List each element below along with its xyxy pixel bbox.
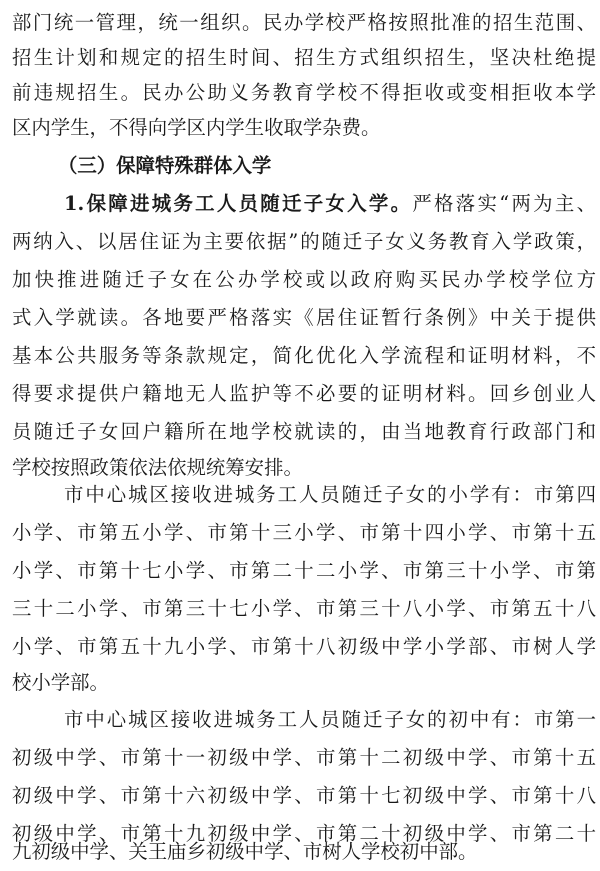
section-heading: （三）保障特殊群体入学: [58, 154, 272, 177]
para4-line-1: 市中心城区接收进城务工人员随迁子女的初中有：市第一: [64, 708, 596, 731]
para2-line-5: 基本公共服务等条款规定，简化优化入学流程和证明材料，不: [12, 344, 596, 367]
para1-line-3: 前违规招生。民办公助义务教育学校不得拒收或变相拒收本学: [12, 81, 596, 104]
para4-line-2: 初级中学、市第十一初级中学、市第十二初级中学、市第十五: [12, 746, 596, 769]
para4-line-3: 初级中学、市第十六初级中学、市第十七初级中学、市第十八: [12, 784, 596, 807]
para4-line-5: 九初级中学、关王庙乡初级中学、市树人学校初中部。: [12, 840, 478, 863]
para3-line-1: 市中心城区接收进城务工人员随迁子女的小学有：市第四: [64, 483, 596, 506]
para1-line-1: 部门统一管理，统一组织。民办学校严格按照批准的招生范围、: [12, 11, 596, 34]
para3-line-6: 校小学部。: [12, 671, 109, 694]
para1-line-2: 招生计划和规定的招生时间、招生方式组织招生，坚决杜绝提: [12, 46, 596, 69]
para3-line-2: 小学、市第五小学、市第十三小学、市第十四小学、市第十五: [12, 521, 596, 544]
para2-line-4: 式入学就读。各地要严格落实《居住证暂行条例》中关于提供: [12, 306, 596, 329]
para3-line-5: 小学、市第五十九小学、市第十八初级中学小学部、市树人学: [12, 635, 596, 658]
para2-line1-rest: 严格落实“两为主、: [412, 192, 596, 215]
para2-lead-bold: 1.保障进城务工人员随迁子女入学。: [64, 192, 413, 215]
para2-line-1: [0, 187, 596, 221]
para2-line-3: 加快推进随迁子女在公办学校或以政府购买民办学校学位方: [12, 268, 596, 291]
para4-line-4: 初级中学、市第十九初级中学、市第二十初级中学、市第二十: [12, 822, 596, 845]
para3-line-4: 三十二小学、市第三十七小学、市第三十八小学、市第五十八: [12, 597, 596, 620]
para2-line-8: 学校按照政策依法依规统筹安排。: [12, 456, 303, 479]
para3-line-3: 小学、市第十七小学、市第二十二小学、市第三十小学、市第: [12, 559, 596, 582]
para2-line-6: 得要求提供户籍地无人监护等不必要的证明材料。回乡创业人: [12, 382, 596, 405]
para2-line-2: 两纳入、以居住证为主要依据”的随迁子女义务教育入学政策，: [12, 230, 596, 253]
para2-line-7: 员随迁子女回户籍所在地学校就读的，由当地教育行政部门和: [12, 420, 596, 443]
para1-line-4: 区内学生，不得向学区内学生收取学杂费。: [12, 116, 381, 139]
